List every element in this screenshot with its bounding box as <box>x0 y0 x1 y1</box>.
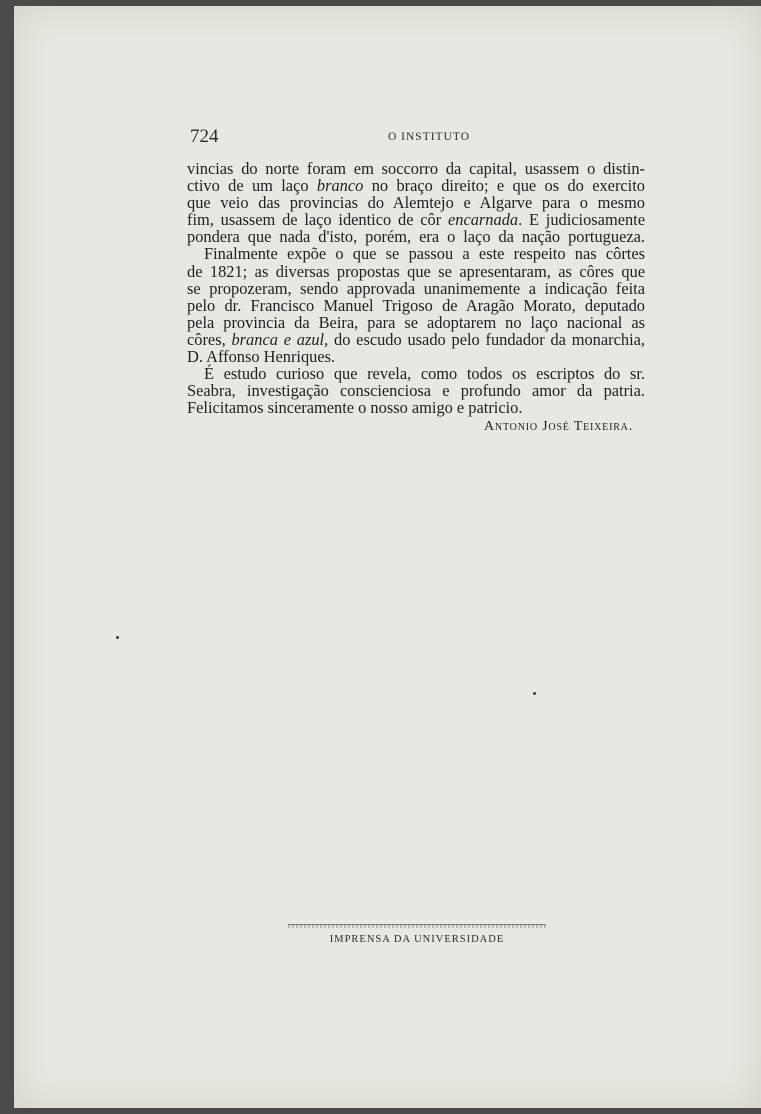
page-number: 724 <box>190 126 219 147</box>
emphasis: branca e azul, <box>231 329 329 349</box>
text-line: pondera que nada d'isto, porém, era o laço da nação portugueza. <box>187 227 645 247</box>
text-line: fim, usassem de laço identico de côr encarnada. E judiciosamente <box>187 210 646 230</box>
text-line: de 1821; as diversas propostas que se apresentaram, as côres que <box>187 261 645 281</box>
text-line: É estudo curioso que revela, como todos os escriptos do sr. <box>204 364 645 384</box>
text-line: Finalmente expõe o que se passou a este respeito nas côrtes <box>204 244 645 264</box>
text-line: Felicitamos sinceramente o nosso amigo e patricio. <box>187 398 523 418</box>
text-line: D. Affonso Henriques. <box>187 347 336 367</box>
text-line: que veio das provincias do Alemtejo e Algarve para o mesmo <box>187 193 645 213</box>
text-line: ctivo de um laço branco no braço direito; e que os do exercito <box>187 176 645 196</box>
paper-speck <box>533 692 536 695</box>
text-line: côres, branca e azul, do escudo usado pelo fundador da monarchia, <box>187 329 646 349</box>
text-line: pela provincia da Beira, para se adoptarem no laço nacional as <box>187 312 645 332</box>
text-line: vincias do norte foram em soccorro da capital, usassem o distin- <box>187 159 645 178</box>
text-line: se propozeram, sendo approvada unanimemente a indicação feita <box>187 278 645 298</box>
running-title: O INSTITUTO <box>387 131 471 143</box>
emphasis: encarnada <box>447 210 519 230</box>
paper-speck <box>116 636 119 639</box>
text-line: Seabra, investigação conscienciosa e profundo amor da patria. <box>187 381 645 401</box>
text-line: pelo dr. Francisco Manuel Trigoso de Aragão Morato, deputado <box>187 295 645 315</box>
footer-rule <box>288 924 546 929</box>
author-signature: Antonio José Teixeira. <box>484 419 633 435</box>
emphasis: branco <box>316 176 364 196</box>
page-header <box>174 122 644 146</box>
printer-imprint: IMPRENSA DA UNIVERSIDADE <box>329 934 505 945</box>
article-text <box>187 160 645 436</box>
